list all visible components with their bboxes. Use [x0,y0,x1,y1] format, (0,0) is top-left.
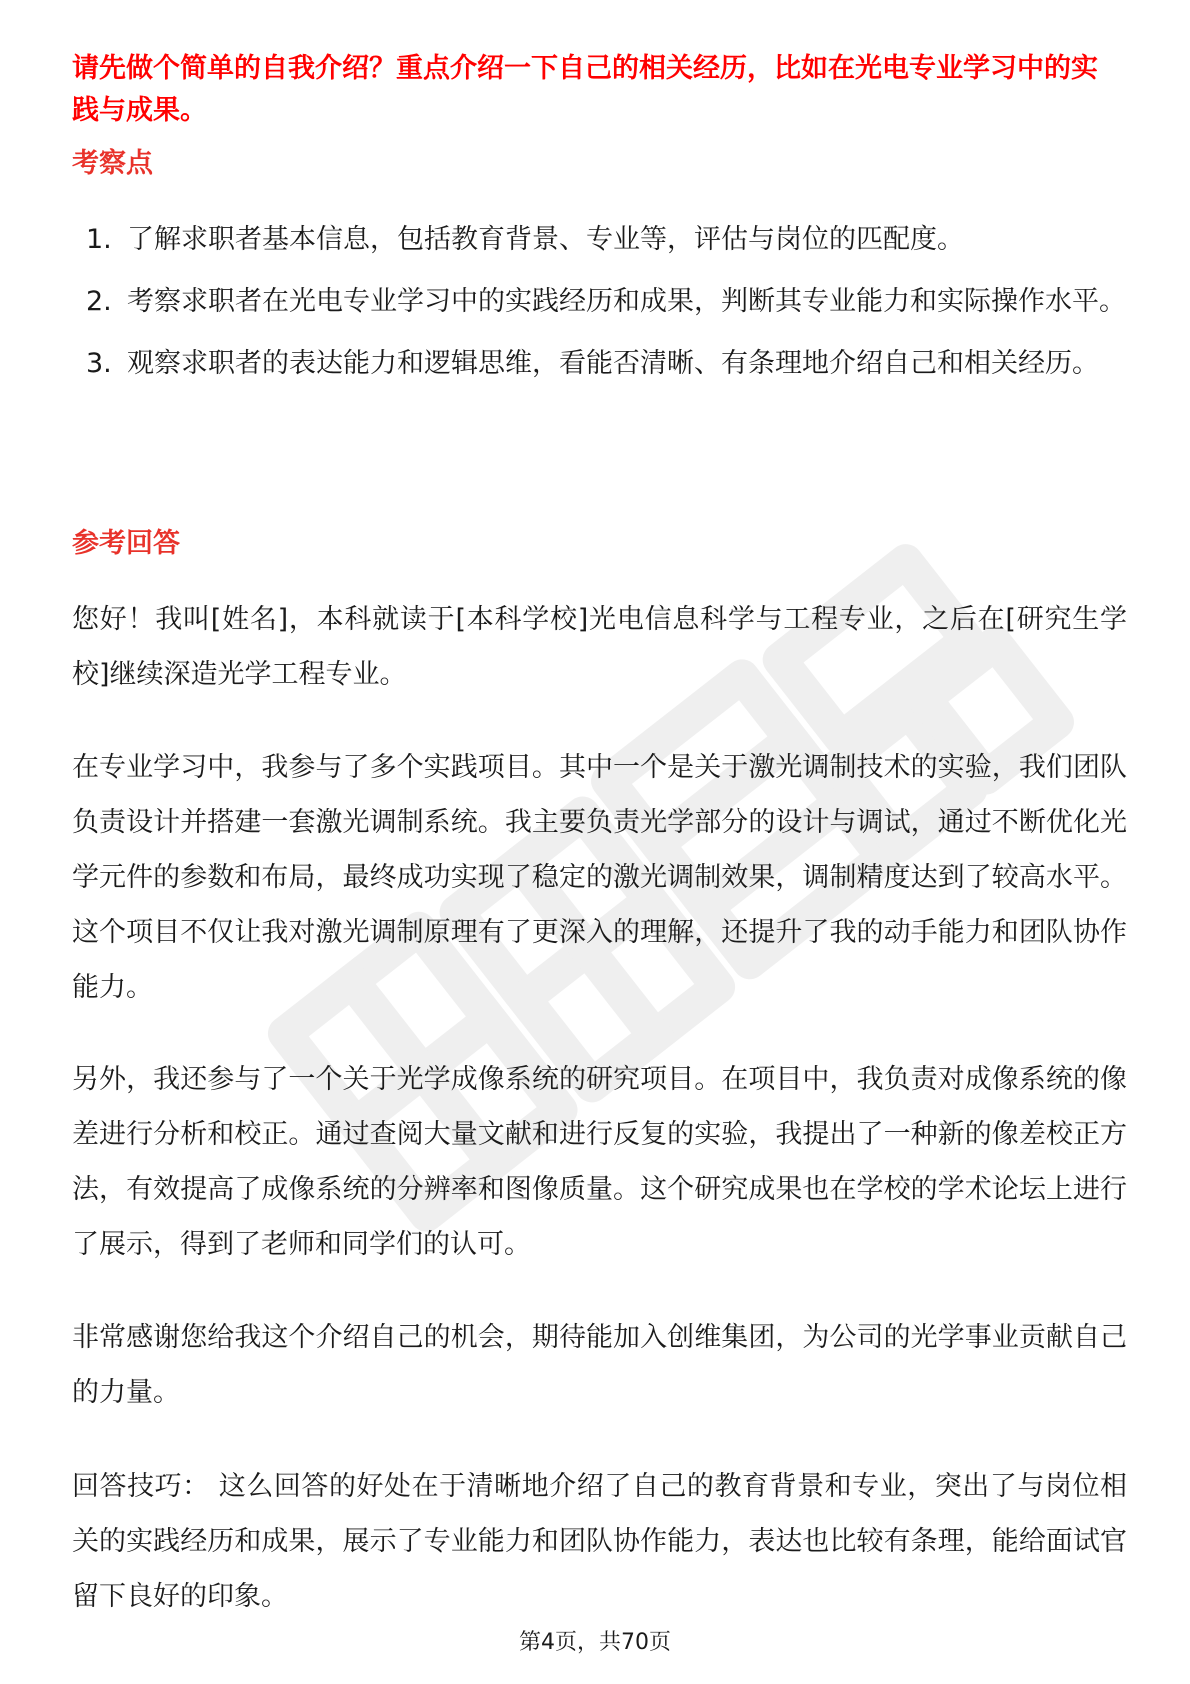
list-item [72,212,1132,268]
list-item-text: 考察求职者在光电专业学习中的实践经历和成果，判断其专业能力和实际操作水平。 [127,286,1126,317]
list-item-number: 1. [86,224,112,255]
list-item-number: 3. [86,348,112,379]
examination-points-heading: 考察点 [72,148,153,179]
answer-paragraph-closing: 非常感谢您给我这个介绍自己的机会，期待能加入创维集团，为公司的光学事业贡献自己的力量。 [72,1322,1127,1408]
answer-paragraph-laser-project: 在专业学习中，我参与了多个实践项目。其中一个是关于激光调制技术的实验，我们团队负责设计并搭建一套激光调制系统。我主要负责光学部分的设计与调试，通过不断优化光学元件的参数和布局，最终成功实现了稳定的激光调制效果，调制精度达到了较高水平。这个项目不仅让我对激光调制原理有了更深入的理解，还提升了我的动手能力和团队协作能力。 [72,752,1127,1003]
list-item [72,336,1132,392]
list-item-number: 2. [86,286,112,317]
examination-points-list [72,212,1132,392]
reference-answer-heading: 参考回答 [72,528,180,559]
answer-paragraph-intro: 您好！我叫[姓名]，本科就读于[本科学校]光电信息科学与工程专业，之后在[研究生学校]继续深造光学工程专业。 [72,604,1127,690]
question-title: 请先做个简单的自我介绍？重点介绍一下自己的相关经历，比如在光电专业学习中的实践与成果。 [72,53,1098,126]
answer-tips-paragraph: 回答技巧： 这么回答的好处在于清晰地介绍了自己的教育背景和专业，突出了与岗位相关的实践经历和成果，展示了专业能力和团队协作能力，表达也比较有条理，能给面试官留下良好的印象。 [72,1471,1127,1612]
list-item [72,274,1132,330]
list-item-text: 了解求职者基本信息，包括教育背景、专业等，评估与岗位的匹配度。 [127,224,964,255]
answer-paragraph-imaging-project: 另外，我还参与了一个关于光学成像系统的研究项目。在项目中，我负责对成像系统的像差进行分析和校正。通过查阅大量文献和进行反复的实验，我提出了一种新的像差校正方法，有效提高了成像系统的分辨率和图像质量。这个研究成果也在学校的学术论坛上进行了展示，得到了老师和同学们的认可。 [72,1064,1127,1260]
list-item-text: 观察求职者的表达能力和逻辑思维，看能否清晰、有条理地介绍自己和相关经历。 [127,348,1099,379]
page-number: 第4页，共70页 [519,1630,671,1655]
